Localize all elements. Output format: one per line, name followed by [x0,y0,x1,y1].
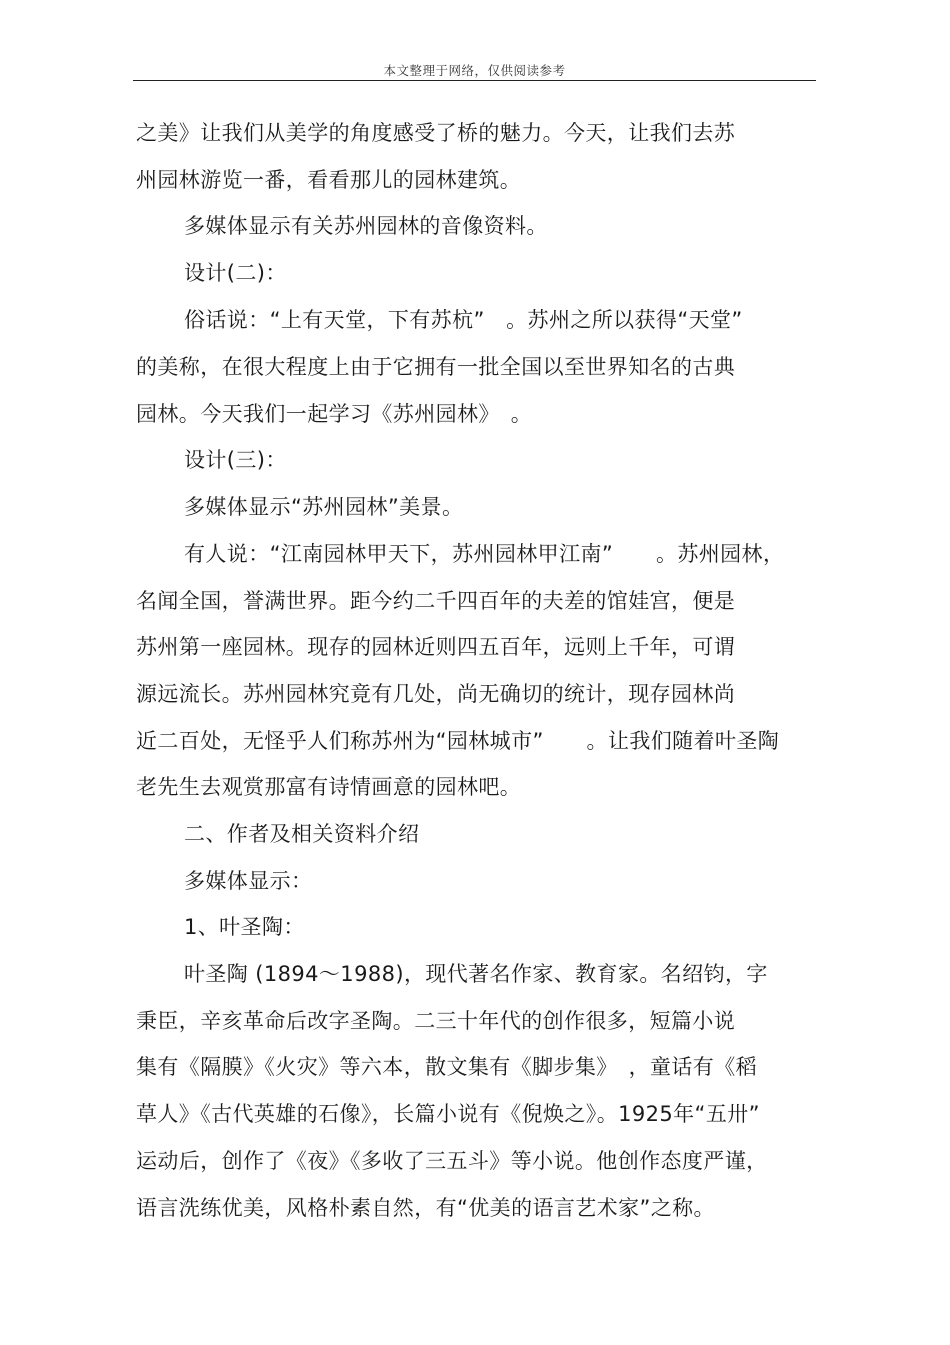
text-line: 叶圣陶 (1894～1988)，现代著名作家、教育家。名绍钧，字 [184,962,768,986]
text-line: 多媒体显示“苏州园林”美景。 [184,495,464,519]
text-line: 之美》让我们从美学的角度感受了桥的魅力。今天，让我们去苏 [136,121,736,145]
text-line: 多媒体显示： [184,869,313,893]
text-line: 州园林游览一番，看看那儿的园林建筑。 [136,168,522,192]
section-heading: 二、作者及相关资料介绍 [184,822,420,846]
text-line: 苏州第一座园林。现存的园林近则四五百年，远则上千年，可谓 [136,635,736,659]
text-line: 近二百处，无怪乎人们称苏州为“园林城市” 。让我们随着叶圣陶 [136,729,780,753]
section-heading: 设计(二)： [184,261,287,285]
subsection-heading: 1、叶圣陶： [184,915,305,939]
text-line: 运动后，创作了《夜》《多收了三五斗》等小说。他创作态度严谨， [136,1149,768,1173]
text-line: 草人》《古代英雄的石像》，长篇小说有《倪焕之》。1925年“五卅” [136,1102,760,1126]
text-line: 名闻全国，誉满世界。距今约二千四百年的夫差的馆娃宫，便是 [136,589,736,613]
page-header [133,58,816,81]
text-line: 老先生去观赏那富有诗情画意的园林吧。 [136,775,522,799]
section-heading: 设计(三)： [184,448,287,472]
text-line: 俗话说：“上有天堂，下有苏杭” 。苏州之所以获得“天堂” [184,308,743,332]
text-line: 的美称，在很大程度上由于它拥有一批全国以至世界知名的古典 [136,355,736,379]
text-line: 秉臣，辛亥革命后改字圣陶。二三十年代的创作很多，短篇小说 [136,1009,736,1033]
text-line: 语言洗练优美，风格朴素自然，有“优美的语言艺术家”之称。 [136,1196,715,1220]
text-line: 多媒体显示有关苏州园林的音像资料。 [184,214,548,238]
text-line: 源远流长。苏州园林究竟有几处，尚无确切的统计，现存园林尚 [136,682,736,706]
text-line: 园林。今天我们一起学习《苏州园林》 。 [136,402,533,426]
text-line: 集有《隔膜》《火灾》等六本，散文集有《脚步集》 ，童话有《稻 [136,1055,757,1079]
text-line: 有人说：“江南园林甲天下，苏州园林甲江南” 。苏州园林， [184,542,785,566]
header-text: 本文整理于网络，仅供阅读参考 [383,63,566,78]
